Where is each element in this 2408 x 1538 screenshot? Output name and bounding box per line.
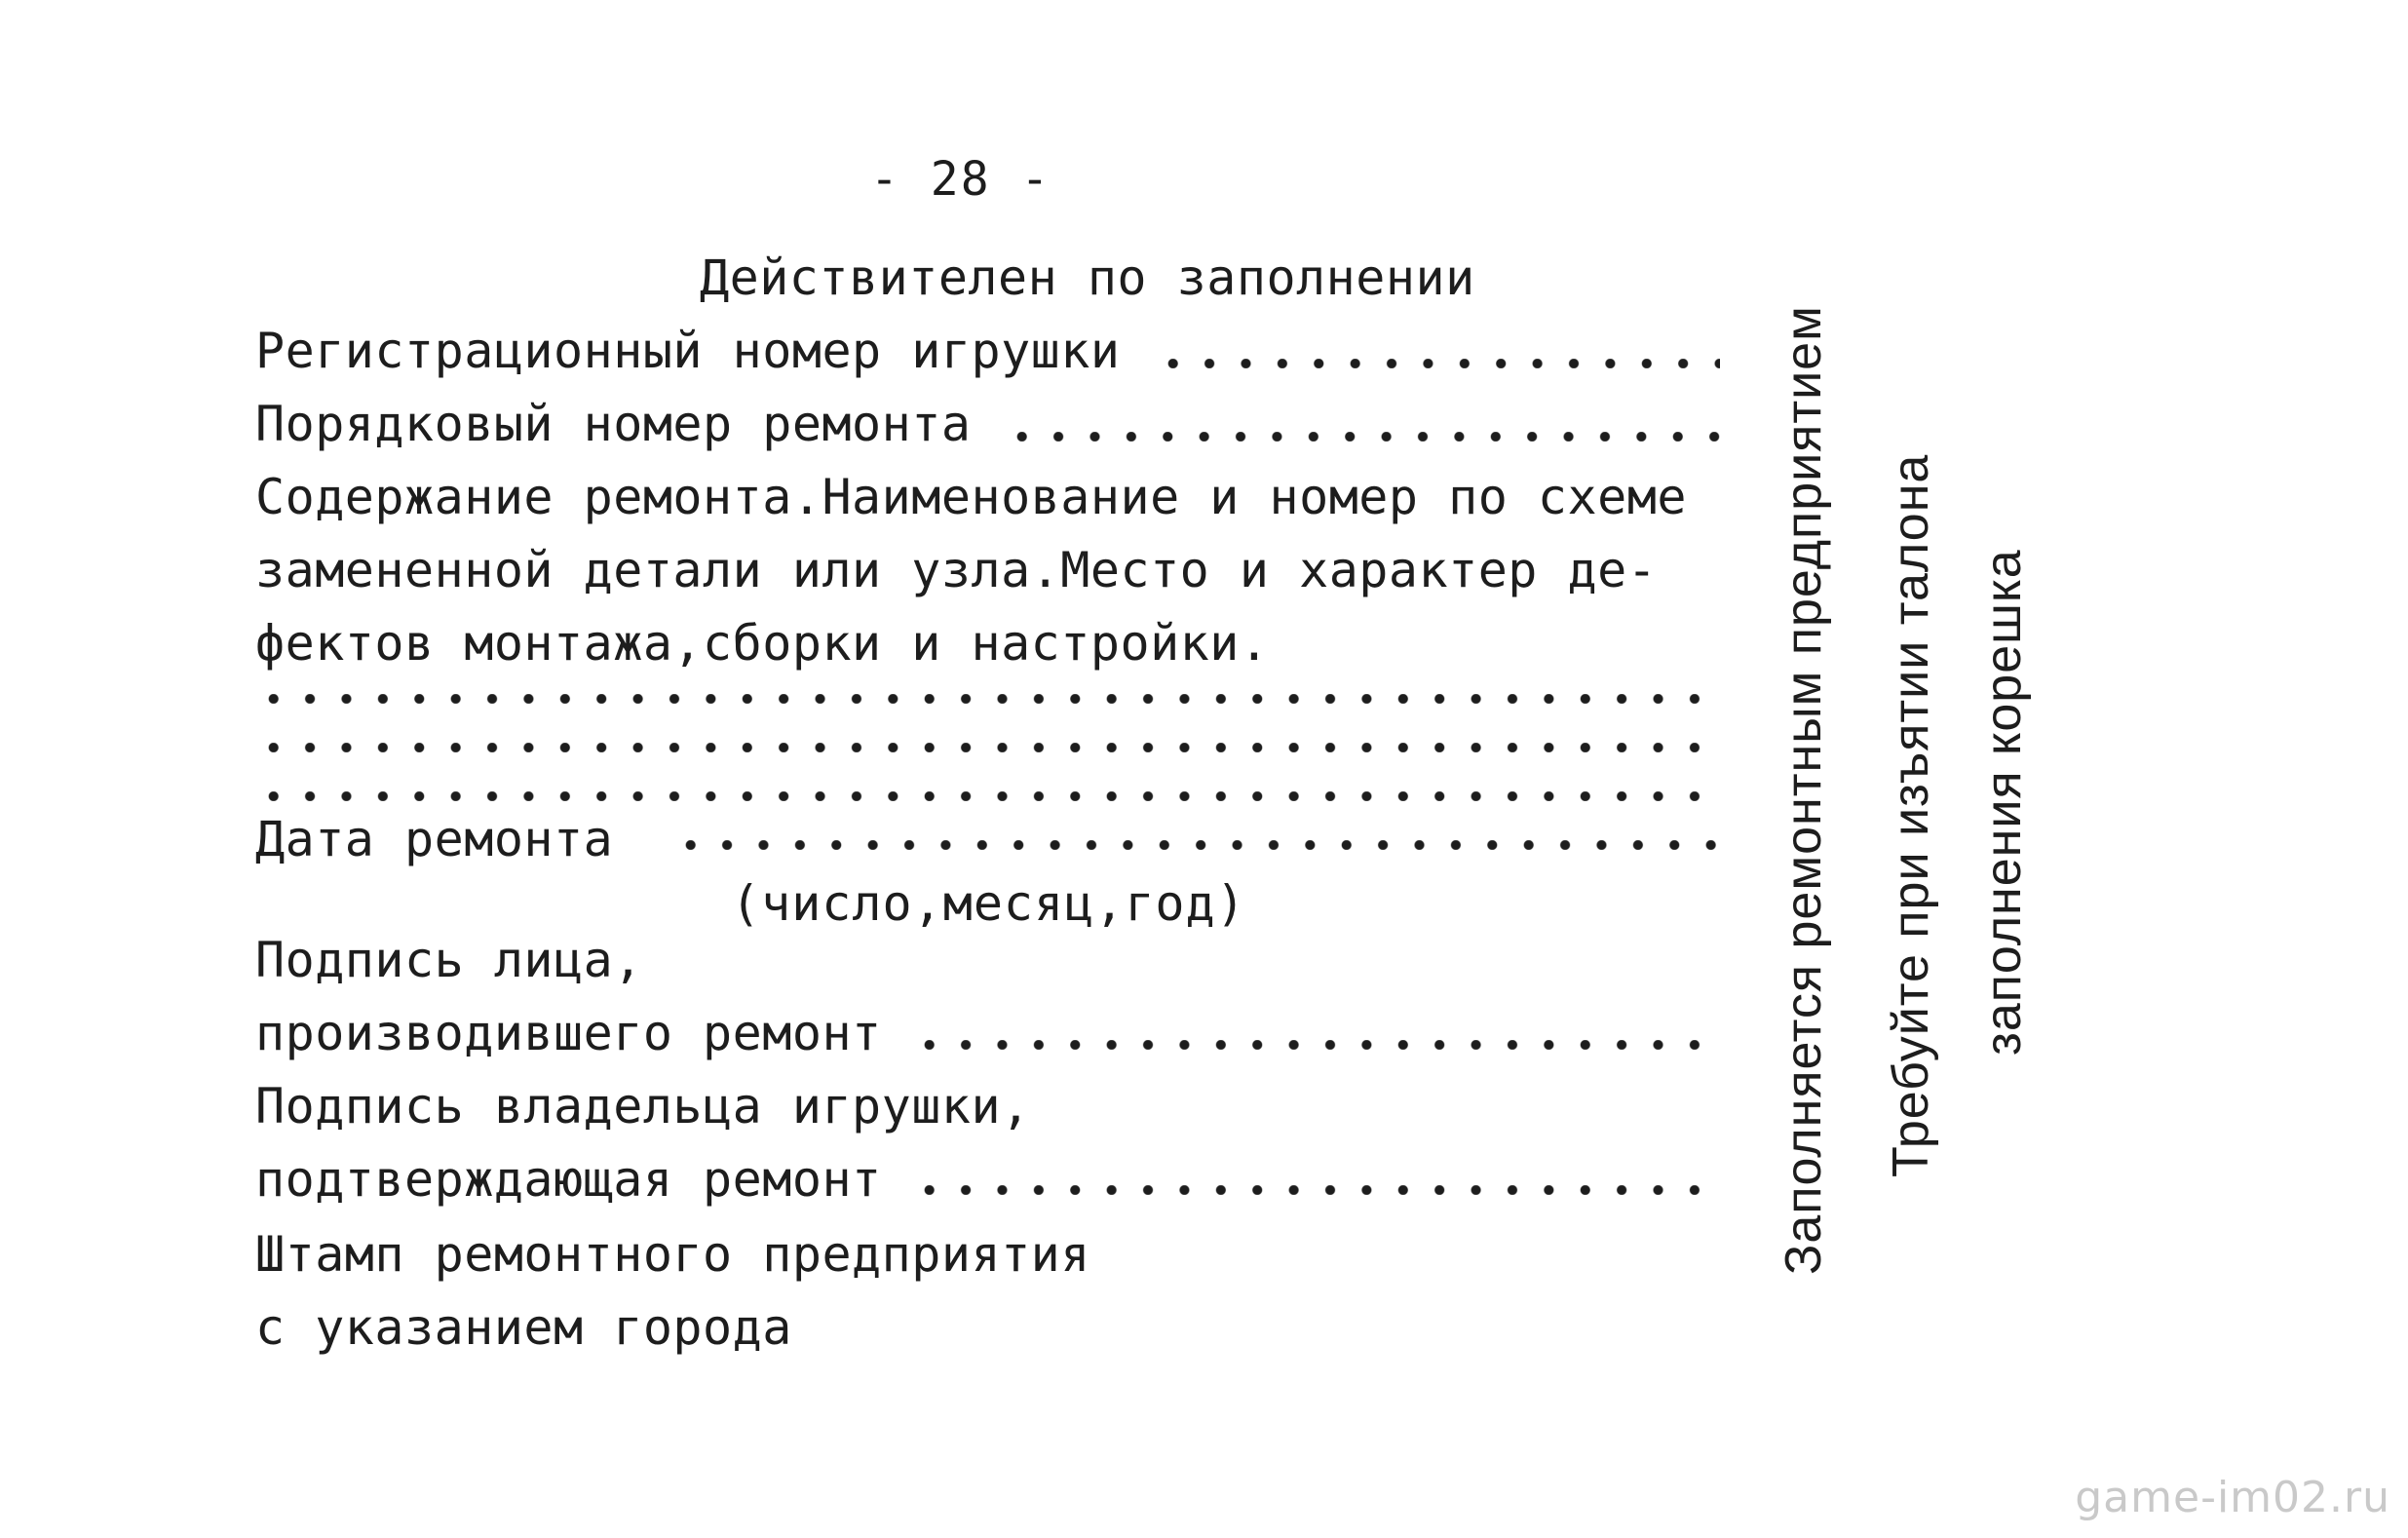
owner-signature-label-1: Подпись владельца игрушки,: [255, 1078, 1031, 1134]
owner-signature-label-2: подтверждающая ремонт: [255, 1151, 882, 1208]
repair-content-field-2: [255, 743, 1717, 752]
demand-note-line-2: заполнения корешка: [1975, 549, 2032, 1056]
stamp-label-1: Штамп ремонтного предприятия: [255, 1226, 1090, 1283]
repair-content-line-3: фектов монтажа,сборки и настройки.: [255, 615, 1270, 672]
repairer-signature-label-1: Подпись лица,: [255, 932, 643, 988]
stamp-label-2: с указанием города: [255, 1299, 792, 1356]
repairer-signature-label-2: производившего ремонт: [255, 1005, 882, 1061]
repairer-signature-field: [911, 1040, 1720, 1050]
repair-date-field: [672, 840, 1720, 850]
repair-number-label: Порядковый номер ремонта: [255, 396, 972, 452]
repair-content-field-1: [255, 694, 1717, 704]
repair-date-hint: (число,месяц,год): [731, 875, 1246, 932]
demand-note-line-1: Требуйте при изъятии талона: [1883, 453, 1939, 1177]
repair-content-field-3: [255, 791, 1717, 801]
registration-number-label: Регистрационный номер игрушки: [255, 323, 1121, 379]
filled-by-enterprise-note: Заполняется ремонтным предприятием: [1776, 305, 1832, 1275]
repair-content-line-1: Содержание ремонта.Наименование и номер по схеме: [255, 469, 1687, 525]
form-title: Действителен по заполнении: [700, 250, 1475, 306]
registration-number-field: [1155, 359, 1720, 368]
repair-date-label: Дата ремонта: [255, 811, 614, 867]
repair-number-field: [1004, 432, 1720, 442]
owner-signature-field: [911, 1185, 1720, 1195]
page-number: - 28 -: [870, 152, 1051, 207]
repair-content-line-2: замененной детали или узла.Место и характер де-: [255, 542, 1658, 598]
site-watermark: game-im02.ru: [2075, 1473, 2390, 1522]
